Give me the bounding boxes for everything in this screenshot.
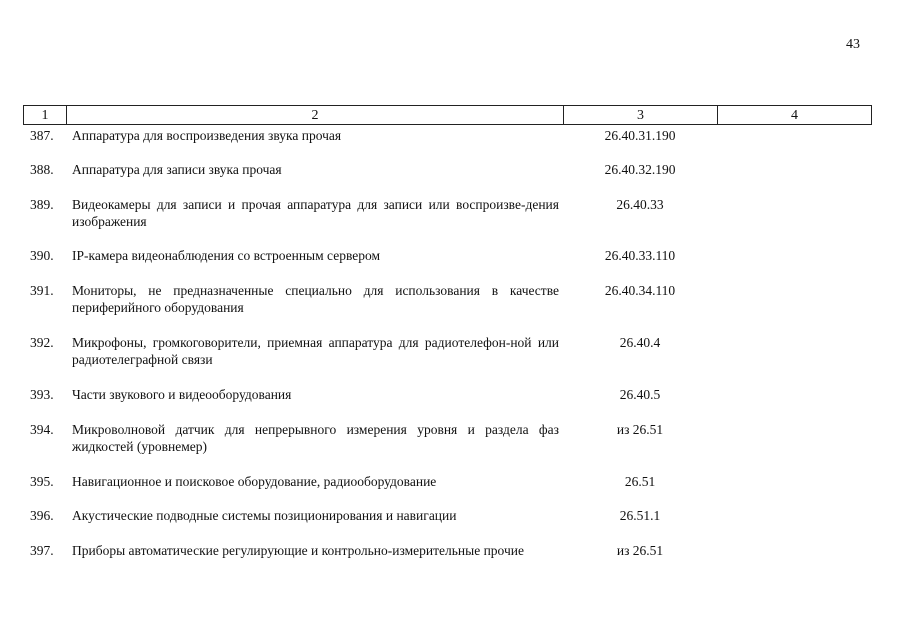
row-number: 396. <box>30 508 54 523</box>
row-code: из 26.51 <box>616 543 664 558</box>
row-number: 389. <box>30 197 54 212</box>
row-code: 26.40.31.190 <box>604 128 676 143</box>
row-number: 394. <box>30 422 54 437</box>
header-col-4: 4 <box>791 108 798 123</box>
row-name: Акустические подводные системы позиционирования и навигации <box>72 508 457 523</box>
header-col-1: 1 <box>24 106 67 124</box>
row-number: 397. <box>30 543 54 558</box>
header-col-2: 2 <box>67 106 564 124</box>
row-name: IP-камера видеонаблюдения со встроенным сервером <box>72 248 381 263</box>
row-name: Приборы автоматические регулирующие и контрольно-измерительные прочие <box>72 543 524 558</box>
row-number: 387. <box>30 128 54 143</box>
header-col-3: 3 <box>564 106 718 124</box>
row-name: Микроволновой датчик для непрерывного измерения уровня и раздела фаз жидкостей (уровнемер) <box>72 422 559 454</box>
row-number: 391. <box>30 283 54 298</box>
row-name: Аппаратура для воспроизведения звука прочая <box>72 128 342 143</box>
row-name: Аппаратура для записи звука прочая <box>72 162 282 177</box>
page-number: 43 <box>846 37 860 52</box>
row-number: 393. <box>30 387 54 402</box>
row-code: 26.40.32.190 <box>604 162 676 177</box>
row-code: 26.40.4 <box>619 335 661 350</box>
row-name: Микрофоны, громкоговорители, приемная аппаратура для радиотелефон-ной или радиотелеграфной связи <box>72 335 559 367</box>
row-code: 26.40.33.110 <box>604 248 676 263</box>
table-header <box>23 105 872 125</box>
row-number: 395. <box>30 474 54 489</box>
row-name: Мониторы, не предназначенные специально для использования в качестве периферийного оборудования <box>72 283 559 315</box>
row-code: 26.40.5 <box>619 387 661 402</box>
row-code: 26.40.33 <box>616 197 664 212</box>
row-name: Видеокамеры для записи и прочая аппаратура для записи или воспроизве-дения изображения <box>72 197 559 229</box>
row-name: Навигационное и поисковое оборудование, радиооборудование <box>72 474 437 489</box>
row-name: Части звукового и видеооборудования <box>72 387 292 402</box>
row-number: 392. <box>30 335 54 350</box>
row-number: 390. <box>30 248 54 263</box>
row-code: 26.40.34.110 <box>604 283 676 298</box>
row-code: 26.51 <box>624 474 656 489</box>
row-number: 388. <box>30 162 54 177</box>
row-code: из 26.51 <box>616 422 664 437</box>
row-code: 26.51.1 <box>619 508 661 523</box>
